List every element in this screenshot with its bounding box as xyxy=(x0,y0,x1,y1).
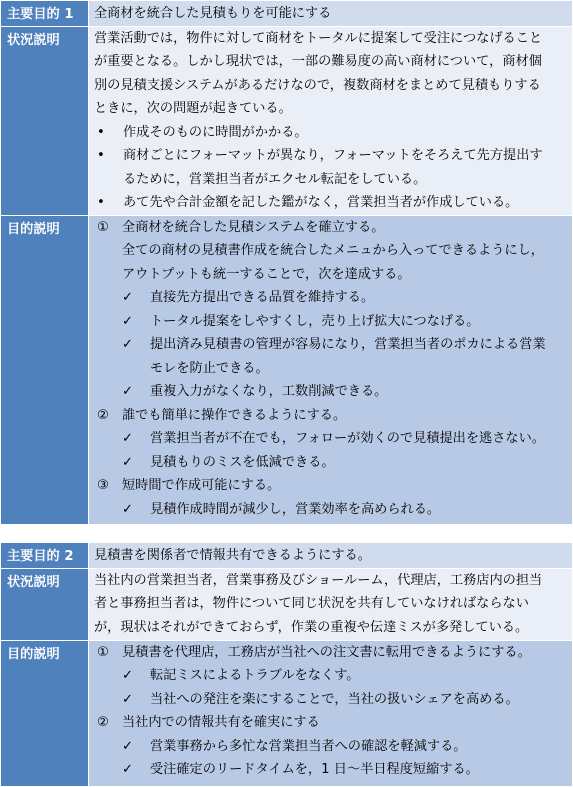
numbered-text: 全商材を統合した見積システムを確立する。 xyxy=(122,219,385,235)
check-icon: ✓ xyxy=(122,738,134,754)
numbered-text: 見積書を代理店，工務店が当社への注文書に転用できるようにする。 xyxy=(122,644,531,660)
situation-line: 営業活動では，物件に対して商材をトータルに提案して受注につなげること xyxy=(94,30,543,46)
check-text: 転記ミスによるトラブルをなくす。 xyxy=(150,668,360,683)
check-item xyxy=(94,735,568,759)
situation-line: 者と事務担当者は，物件について同じ状況を共有していなければならない xyxy=(94,596,529,611)
bullet-text: あて先や合計金額を記した鑑がなく，営業担当者が作成している。 xyxy=(123,195,519,210)
check-item xyxy=(94,688,568,712)
bullet-item xyxy=(94,191,568,215)
number-mark: ① xyxy=(97,644,109,660)
check-item xyxy=(94,427,568,451)
goal-table-2 xyxy=(0,542,573,787)
numbered-item xyxy=(94,711,568,735)
bullet-item xyxy=(94,144,568,191)
number-mark: ② xyxy=(97,407,109,423)
sub-line: 全ての商材の見積書作成を統合したメニュから入ってできるようにし， xyxy=(122,243,544,258)
check-text: 見積作成時間が減少し，営業効率を高められる。 xyxy=(150,501,441,517)
check-item xyxy=(94,758,568,782)
situation-label-2: 状況説明 xyxy=(1,568,89,640)
check-text: 提出済み見積書の管理が容易になり，営業担当者のポカによる営業 xyxy=(150,337,546,352)
check-text: 営業担当者が不在でも，フォローが効くので見積提出を逃さない。 xyxy=(150,431,545,446)
check-item xyxy=(94,380,568,404)
check-text: 見積もりのミスを低減できる。 xyxy=(150,454,335,470)
check-icon: ✓ xyxy=(122,290,134,305)
bullet-item xyxy=(94,121,568,145)
check-icon: ✓ xyxy=(122,384,134,399)
check-text: 当社への発注を楽にすることで，当社の扱いシェアを高める。 xyxy=(150,691,519,707)
numbered-item xyxy=(94,641,568,665)
check-text: 受注確定のリードタイムを，1 日～半日程度短縮する。 xyxy=(150,762,479,777)
purpose-cell-1 xyxy=(89,215,573,524)
numbered-item xyxy=(94,404,568,428)
check-text: 営業事務から多忙な営業担当者への確認を軽減する。 xyxy=(150,738,467,754)
numbered-item xyxy=(94,216,568,240)
bullet-mark: • xyxy=(97,148,105,163)
purpose-label-2: 目的説明 xyxy=(1,640,89,786)
bullet-text: るために，営業担当者がエクセル転記をしている。 xyxy=(123,171,427,187)
bullet-mark: • xyxy=(97,195,105,210)
check-text: モレを防止できる。 xyxy=(150,360,269,376)
numbered-text: 当社内での情報共有を確実にする xyxy=(122,715,320,730)
situation-line: が重要となる。しかし現状では，一部の難易度の高い商材について，商材個 xyxy=(94,54,542,69)
check-item xyxy=(94,333,568,380)
bullet-text: 作成そのものに時間がかかる。 xyxy=(123,124,308,140)
check-icon: ✓ xyxy=(122,337,134,352)
goal-text-1: 全商材を統合した見積もりを可能にする xyxy=(89,1,573,27)
situation-cell-2 xyxy=(89,568,573,640)
check-item xyxy=(94,286,568,310)
situation-line: 当社内の営業担当者，営業事務及びショールーム，代理店，工務店内の担当 xyxy=(94,572,543,588)
check-icon: ✓ xyxy=(122,454,134,470)
check-text: 直接先方提出できる品質を維持する。 xyxy=(150,290,375,305)
bullet-text: 商材ごとにフォーマットが異なり，フォーマットをそろえて先方提出す xyxy=(123,148,543,163)
check-item xyxy=(94,664,568,688)
goal-text-2: 見積書を関係者で情報共有できるようにする。 xyxy=(89,543,573,569)
situation-line: が，現状はそれができておらず，作業の重複や伝達ミスが多発している。 xyxy=(94,619,529,635)
check-item xyxy=(94,310,568,334)
check-icon: ✓ xyxy=(122,431,134,446)
check-icon: ✓ xyxy=(122,762,134,777)
purpose-cell-2 xyxy=(89,640,573,786)
check-icon: ✓ xyxy=(122,313,134,329)
check-text: トータル提案をしやすくし，売り上げ拡大につなげる。 xyxy=(150,313,480,329)
numbered-text: 誰でも簡単に操作できるようにする。 xyxy=(122,407,347,423)
check-icon: ✓ xyxy=(122,691,134,707)
number-mark: ② xyxy=(97,715,109,730)
numbered-item xyxy=(94,474,568,498)
number-mark: ③ xyxy=(97,478,109,493)
numbered-text: 短時間で作成可能にする。 xyxy=(122,478,281,493)
purpose-label-1: 目的説明 xyxy=(1,215,89,524)
check-text: 重複入力がなくなり，工数削減できる。 xyxy=(150,384,388,399)
check-icon: ✓ xyxy=(122,668,134,683)
situation-label-1: 状況説明 xyxy=(1,26,89,215)
check-item xyxy=(94,498,568,522)
sub-line: アウトプットも統一することで，次を達成する。 xyxy=(122,266,411,282)
goal-label-1: 主要目的 1 xyxy=(1,1,89,27)
situation-cell-1 xyxy=(89,26,573,215)
bullet-mark: • xyxy=(97,124,105,140)
goal-label-2: 主要目的 2 xyxy=(1,543,89,569)
situation-line: ときに，次の問題が起きている。 xyxy=(94,101,292,116)
situation-line: 別の見積支援システムがあるだけなので，複数商材をまとめて見積もりする xyxy=(94,77,541,93)
number-mark: ① xyxy=(97,219,109,235)
check-item xyxy=(94,451,568,475)
check-icon: ✓ xyxy=(122,501,134,517)
